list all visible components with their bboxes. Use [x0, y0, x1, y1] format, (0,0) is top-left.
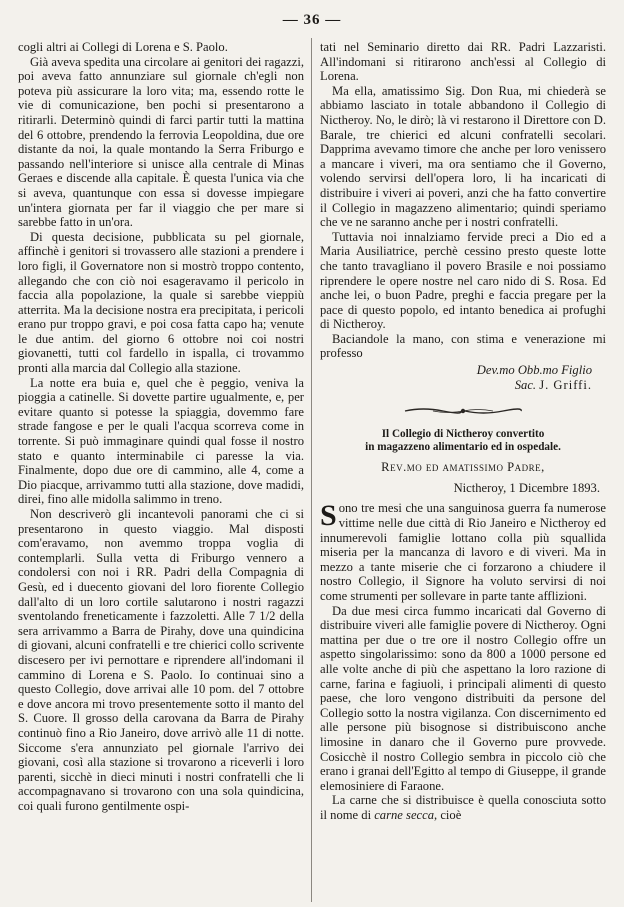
emphasis-text: carne secca	[374, 807, 435, 822]
paragraph-text: , cioè	[434, 807, 462, 822]
paragraph: Baciandole la mano, con stima e venerazione mi professo	[320, 331, 606, 361]
signature-title: Sac.	[514, 377, 540, 392]
paragraph: Da due mesi circa fummo incaricati dal Governo di distribuire viveri alle famiglie povere di Nictheroy. Ogni mattina per due o tre ore il nostro Collegio offre un aspetto singolarissimo: sono da 800 a 1000 persone ed alle volte anche di più che aspettano la loro razione di carne, farina e fagiuoli, i principali alimenti di questo paese, che loro vengono distribuiti da persone del Collegio sotto la nostra vigilanza. Con discernimento ed alle persone più bisognose si distribuiscono anche limosine in danaro che il Governo pure provvede. Cosicchè il nostro Collegio sembra in piccolo ciò che erano i granai dell'Egitto al tempo di Giuseppe, il grande elemosiniere di Faraone.	[320, 603, 606, 793]
letter-salutation: Rev.mo ed amatissimo Padre,	[381, 460, 545, 475]
paragraph	[320, 793, 606, 822]
signature-name: J. Griffi.	[539, 377, 592, 392]
ornament-divider-icon	[403, 406, 523, 416]
paragraph: cogli altri ai Collegi di Lorena e S. Paolo.	[18, 40, 228, 54]
article-title	[320, 428, 606, 454]
drop-cap: S	[320, 499, 337, 533]
paragraph: tati nel Seminario diretto dai RR. Padri Lazzaristi. All'indomani si ritirarono anch'essi al Collegio di Lorena.	[320, 40, 606, 84]
right-column	[320, 40, 606, 823]
left-column	[18, 40, 304, 813]
letter-signature	[320, 363, 606, 392]
article-title-line: Il Collegio di Nictheroy convertito	[381, 428, 545, 441]
signature-name-line	[320, 378, 606, 393]
paragraph-text: ono tre mesi che una sanguinosa guerra fa numerose vittime nelle due città di Rio Janeiro e Nictheroy ed innumerevoli famiglie lottano colla più squallida miseria per la mancanza di lavoro e di viveri. Ma in mezzo a tante miserie che ci forzarono a chiudere il nostro Collegio, il Signore ha voluto servirsi di noi come strumenti per sollevare in parte tante afflizioni.	[320, 501, 606, 603]
column-divider	[311, 38, 312, 902]
paragraph: La notte era buia e, quel che è peggio, veniva la pioggia a catinelle. Si dovette partire ugualmente, e, per evitare quanto si potesse la spiaggia, dovemmo fare strade fangose e per le quali l'acqua scorreva come in torrente. Si può immaginare quindi qual fosse il nostro stato e quanto interminabile ci paresse la via. Finalmente, dopo due ore di cammino, alle 4, come a Dio piacque, arrivammo tutti alla stazione, dove madidi, direi, fino alle midolla salimmo in treno.	[18, 375, 304, 507]
paragraph: Di questa decisione, pubblicata su pel giornale, affinchè i genitori si trovassero alle stazioni a prendere i loro figli, il Governatore non si mostrò troppo contento, allegando che con ciò noi esageravamo il pericolo in faccia alla popolazione, la quale si sarebbe vieppiù atterrita. Ma la decisione nostra era precipitata, i pericoli erano pur troppo gravi, e poi cosa fatta capo ha; venute le due antim. del giorno 6 ottobre noi coi nostri giovanetti, tutti col fardello in ispalla, ci trovammo pronti alla marcia dal Collegio alla stazione.	[18, 229, 304, 376]
page-number: — 36 —	[282, 12, 342, 28]
paragraph-text: La carne che si distribuisce è quella conosciuta sotto il nome di	[320, 793, 606, 822]
paragraph	[320, 501, 606, 603]
paragraph: Tuttavia noi innalziamo fervide preci a Dio ed a Maria Ausiliatrice, perchè cessino presto queste lotte che tanto travagliano il povero Brasile e noi possiamo riprendere le opere nostre nel caro nido di S. Rosa. Ed anche lei, o buon Padre, preghi e faccia pregare per la pace di questo popolo, ed intanto benedica ai profughi di Nictheroy.	[320, 229, 606, 332]
paragraph: Ma ella, amatissimo Sig. Don Rua, mi chiederà se abbiamo lasciato in totale abbandono il Collegio di Nictheroy. No, le dirò; là vi restarono il Direttore con D. Barale, tre chierici ed alcuni confratelli secolari. Dapprima avevamo timore che anche per loro venissero a mancare i viveri, ma ora sentiamo che il Governo, volendo servirsi dell'opera loro, li ha incaricati di distribuire i viveri ai poveri, anzi che ha fatto convertire il Collegio in magazzeno alimentario; quindi speriamo che ve ne saranno anche per i nostri confratelli.	[320, 83, 606, 230]
paragraph: Non descriverò gli incantevoli panorami che ci si presentarono in questo viaggio. Mal disposti com'eravamo, non avemmo troppa voglia di contemplarli. Sulla vetta di Friburgo vennero a condolersi con noi i RR. Padri della Compagnia di Gesù, ed i duecento giovani del loro fiorente Collegio dall'alto di un loro cortile salutarono i nostri ragazzi sventolando freneticamente i fazzoletti. Alle 7 1/2 della sera arrivammo a Barra de Pirahy, dove una quindicina di giovani, alcuni confratelli e tre chierici collo scrivente discesero per ivi pernottare e riprendere all'indomani il cammino di Lorena e S. Paolo. Io continuai sino a questo Collegio, dove arrivai alle 10 pom. del 7 ottobre e dove ancora mi trovo presentemente sotto il manto del S. Cuore. Il grosso della carovana da Barra de Pirahy continuò fino a Rio Janeiro, dove arrivò alle 11 di notte. Siccome s'era annunziato pel giornale l'arrivo dei giovani, così alla stazione si trovarono a riceverli i loro parenti, sicchè in dieci minuti i nostri confratelli che li accompagnavano si trovarono con una sola quindicina, coi quali furono gentilmente ospi-	[18, 507, 304, 813]
signature-closing: Dev.mo Obb.mo Figlio	[476, 363, 592, 378]
paragraph: Già aveva spedita una circolare ai genitori dei ragazzi, poi aveva fatto annunziare sul giornale ch'egli non poteva più assicurare la loro vita; ma, essendo rotte le vie di comunicazione, ben pochi si presentarono a ritirarli. Determinò quindi di farci partir tutti la mattina del 6 ottobre, prendendo la ferrovia Leopoldina, due ore distante da noi, la quale montando la Serra Friburgo e passando nell'interiore si unisce alla centrale di Minas Geraes e discende alla capitale. È questa l'unica via che si aveva, quantunque con essa si dovesse impiegare un'intera giornata per far il viaggio che per mare si sarebbe fatto in un'ora.	[18, 54, 304, 230]
article-title-line: in magazzeno alimentario ed in ospedale.	[365, 441, 561, 454]
letter-dateline: Nictheroy, 1 Dicembre 1893.	[453, 480, 600, 495]
